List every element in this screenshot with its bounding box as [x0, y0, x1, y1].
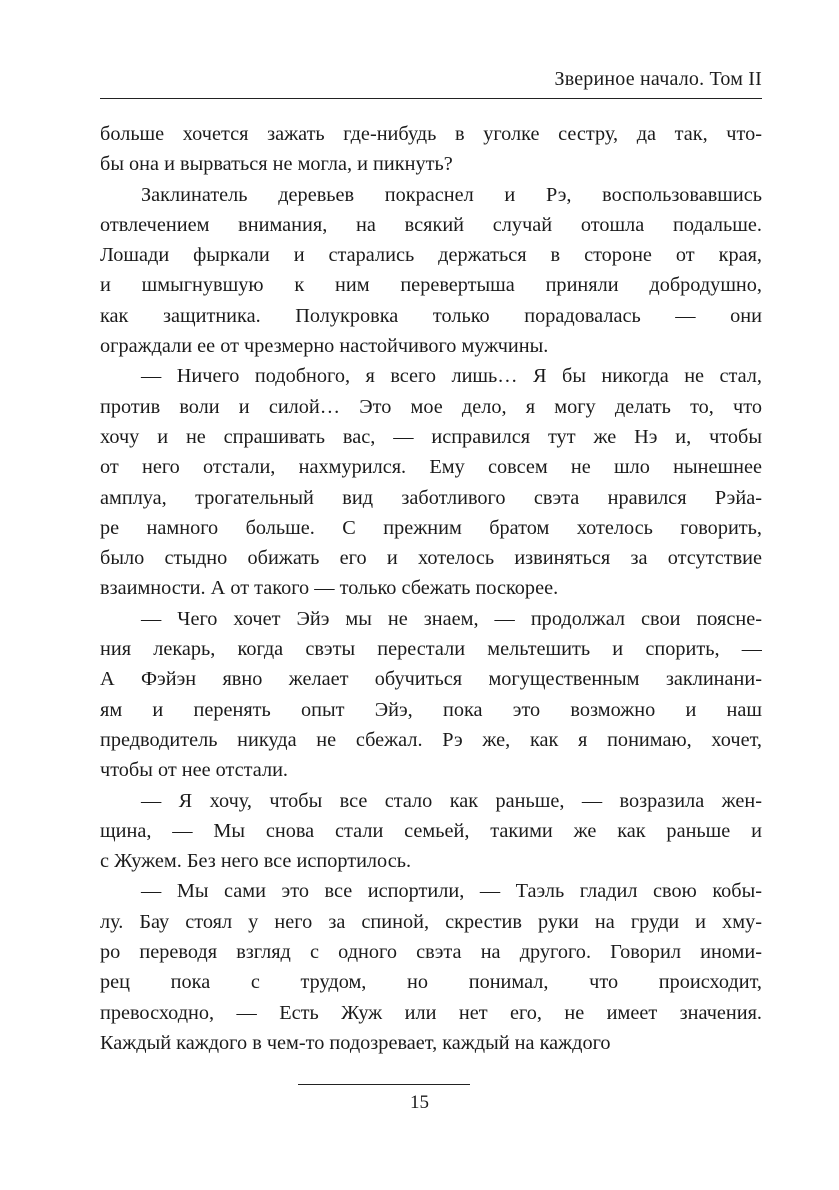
text-line: больше хочется зажать где-нибудь в уголке сестру, да так, что- — [100, 123, 762, 145]
text-line: бы она и вырваться не могла, и пикнуть? — [100, 153, 453, 176]
paragraph — [100, 180, 762, 362]
text-line: лу. Бау стоял у него за спиной, скрестив руки на груди и хму- — [100, 910, 762, 933]
text-line: предводитель никуда не сбежал. Рэ же, как я понимаю, хочет, — [100, 728, 762, 751]
text-line: ре намного больше. С прежним братом хотелось говорить, — [100, 516, 762, 539]
body-text — [100, 119, 762, 1058]
page-header — [100, 68, 762, 99]
text-line: Каждый каждого в чем-то подозревает, каждый на каждого — [100, 1031, 611, 1054]
text-line: от него отстали, нахмурился. Ему совсем не шло нынешнее — [100, 456, 762, 479]
text-line: с Жужем. Без него все испортилось. — [100, 850, 412, 873]
text-line: амплуа, трогательный вид заботливого свэта нравился Рэйа- — [100, 486, 762, 509]
paragraph — [100, 604, 762, 786]
text-line: щина, — Мы снова стали семьей, такими же как раньше и — [100, 819, 762, 842]
text-line: — Ничего подобного, я всего лишь… Я бы никогда не стал, — [141, 365, 762, 388]
text-line: ограждали ее от чрезмерно настойчивого мужчины. — [100, 335, 549, 358]
text-line: — Я хочу, чтобы все стало как раньше, — возразила жен- — [141, 789, 762, 812]
footer-rule — [298, 1084, 470, 1085]
text-line: и шмыгнувшую к ним перевертыша приняли добродушно, — [100, 274, 762, 297]
text-line: превосходно, — Есть Жуж или нет его, не имеет значения. — [100, 1001, 762, 1024]
text-line: Лошади фыркали и старались держаться в стороне от края, — [100, 244, 762, 267]
text-line: взаимности. А от такого — только сбежать поскорее. — [100, 577, 559, 600]
text-line: было стыдно обижать его и хотелось извиняться за отсутствие — [100, 547, 762, 570]
text-line: — Мы сами это все испортили, — Таэль гладил свою кобы- — [141, 880, 762, 903]
paragraph — [100, 119, 762, 180]
text-line: Заклинатель деревьев покраснел и Рэ, воспользовавшись — [141, 183, 762, 206]
text-line: хочу и не спрашивать вас, — исправился тут же Нэ и, чтобы — [100, 425, 762, 448]
paragraph — [100, 876, 762, 1058]
text-line: чтобы от нее отстали. — [100, 759, 289, 782]
text-line: как защитника. Полукровка только порадовалась — они — [100, 304, 762, 327]
text-line: ям и перенять опыт Эйэ, пока это возможно и наш — [100, 698, 762, 721]
running-head: Звериное начало. Том II — [554, 68, 762, 90]
text-line: рец пока с трудом, но понимал, что происходит, — [100, 971, 762, 994]
text-line: отвлечением внимания, на всякий случай отошла подальше. — [100, 213, 762, 236]
text-line: — Чего хочет Эйэ мы не знаем, — продолжал свои поясне- — [141, 607, 762, 630]
text-line: ро переводя взгляд с одного свэта на другого. Говорил иноми- — [100, 941, 762, 964]
text-line: ния лекарь, когда свэты перестали мельтешить и спорить, — — [100, 638, 762, 661]
paragraph — [100, 361, 762, 603]
text-line: против воли и силой… Это мое дело, я могу делать то, что — [100, 395, 762, 418]
page-number: 15 — [410, 1092, 429, 1113]
text-line: А Фэйэн явно желает обучиться могущественным заклинани- — [100, 668, 762, 691]
paragraph — [100, 786, 762, 877]
